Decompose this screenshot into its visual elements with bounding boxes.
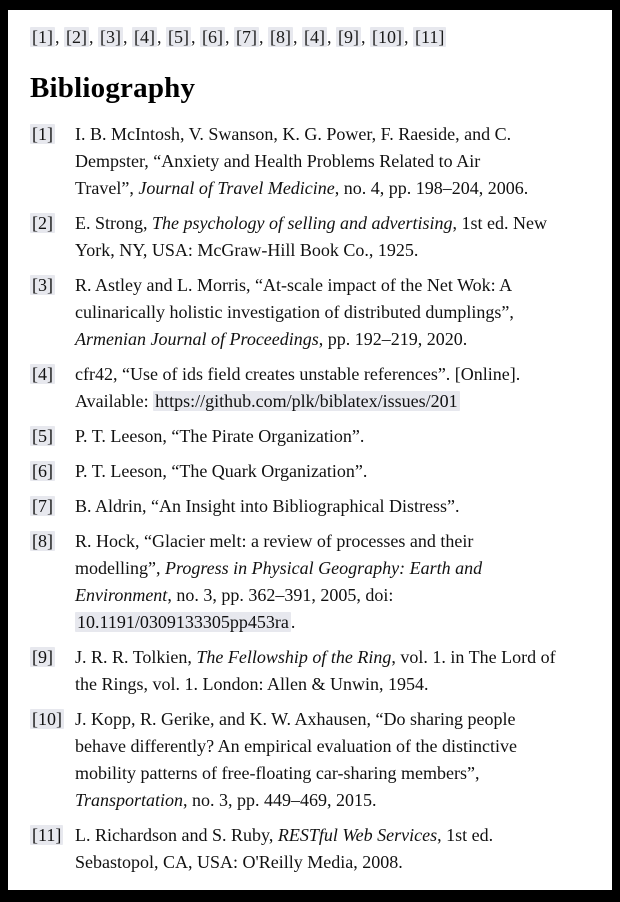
- entry-text: [75, 822, 590, 876]
- entry-label-link[interactable]: [9]: [32, 647, 53, 667]
- citation-link[interactable]: [8]: [270, 27, 291, 47]
- citation-link[interactable]: [1]: [32, 27, 53, 47]
- text-segment: , vol. 1. in The Lord of: [391, 647, 556, 667]
- text-segment: R. Astley and L. Morris, “At-scale impact of the Net Wok: A: [75, 275, 513, 295]
- bibliography-entry: [30, 644, 590, 698]
- text-segment: Travel”,: [75, 178, 139, 198]
- text-segment: B. Aldrin, “An Insight into Bibliographical Distress”.: [75, 496, 460, 516]
- text-segment: L. Richardson and S. Ruby,: [75, 825, 278, 845]
- entry-label-link[interactable]: [11]: [32, 825, 62, 845]
- entry-label: [30, 210, 75, 237]
- italic-title: Transportation: [75, 790, 184, 810]
- citation-row: [1] , [2] , [3] , [4] , [5] , [6] , [7] , [8] , [4] , [9] , [10] , [11]: [32, 27, 445, 47]
- entry-text-line: [75, 528, 590, 555]
- entry-label: [30, 644, 75, 671]
- entry-text-line: [75, 148, 590, 175]
- entry-text-line: [75, 609, 590, 636]
- entry-text-line: [75, 458, 590, 485]
- entry-label-link[interactable]: [6]: [32, 461, 53, 481]
- external-link[interactable]: https://github.com/plk/biblatex/issues/201: [155, 391, 458, 411]
- entry-label-link[interactable]: [10]: [32, 709, 62, 729]
- entry-text: [75, 528, 590, 636]
- entry-text-line: [75, 733, 590, 760]
- entry-text-line: [75, 388, 590, 415]
- text-segment: , pp. 192–219, 2020.: [318, 329, 468, 349]
- entry-text-line: [75, 121, 590, 148]
- text-segment: mobility patterns of free-floating car-sharing members”,: [75, 763, 480, 783]
- entry-text-line: [75, 175, 590, 202]
- entry-label-link[interactable]: [7]: [32, 496, 53, 516]
- text-segment: J. Kopp, R. Gerike, and K. W. Axhausen, “Do sharing people: [75, 709, 516, 729]
- entry-text-line: [75, 760, 590, 787]
- entry-text: [75, 210, 590, 264]
- italic-title: The Fellowship of the Ring: [196, 647, 392, 667]
- text-segment: J. R. R. Tolkien,: [75, 647, 197, 667]
- entry-label: [30, 458, 75, 485]
- entry-label: [30, 361, 75, 388]
- entry-text-line: [75, 210, 590, 237]
- bibliography-entry: [30, 272, 590, 353]
- entry-text: [75, 493, 590, 520]
- citation-link[interactable]: [6]: [202, 27, 223, 47]
- entry-text-line: [75, 361, 590, 388]
- bibliography-entry: [30, 458, 590, 485]
- citation-link[interactable]: [2]: [66, 27, 87, 47]
- text-segment: I. B. McIntosh, V. Swanson, K. G. Power, F. Raeside, and C.: [75, 124, 512, 144]
- entry-text-line: [75, 326, 590, 353]
- entry-label-link[interactable]: [3]: [32, 275, 53, 295]
- italic-title: Environment: [75, 585, 168, 605]
- bibliography-entry: [30, 361, 590, 415]
- italic-title: Journal of Travel Medicine: [138, 178, 335, 198]
- entry-text: [75, 121, 590, 202]
- entry-label: [30, 423, 75, 450]
- entry-text: [75, 644, 590, 698]
- entry-label: [30, 706, 75, 733]
- text-segment: , 1st ed.: [437, 825, 494, 845]
- bibliography-entry: [30, 423, 590, 450]
- entry-text-line: [75, 555, 590, 582]
- text-segment: Available:: [75, 391, 154, 411]
- entry-text-line: [75, 644, 590, 671]
- citation-link[interactable]: [3]: [100, 27, 121, 47]
- bibliography-entry: [30, 528, 590, 636]
- entry-text-line: [75, 493, 590, 520]
- citation-link[interactable]: [4]: [304, 27, 325, 47]
- text-segment: culinarically holistic investigation of distributed dumplings”,: [75, 302, 514, 322]
- entry-label: [30, 528, 75, 555]
- document-page: [8, 10, 612, 890]
- entry-label: [30, 493, 75, 520]
- bibliography-list: [30, 121, 590, 876]
- text-segment: .: [290, 612, 296, 632]
- entry-text: [75, 423, 590, 450]
- entry-text: [75, 706, 590, 814]
- text-segment: P. T. Leeson, “The Pirate Organization”.: [75, 426, 365, 446]
- text-segment: , 1st ed. New: [452, 213, 547, 233]
- entry-text-line: [75, 706, 590, 733]
- entry-label: [30, 121, 75, 148]
- entry-label: [30, 272, 75, 299]
- text-segment: York, NY, USA: McGraw-Hill Book Co., 1925.: [75, 240, 419, 260]
- citation-link[interactable]: [7]: [236, 27, 257, 47]
- entry-text-line: [75, 671, 590, 698]
- text-segment: Dempster, “Anxiety and Health Problems Related to Air: [75, 151, 481, 171]
- entry-text-line: [75, 822, 590, 849]
- bibliography-heading: Bibliography: [30, 72, 196, 104]
- external-link[interactable]: 10.1191/0309133305pp453ra: [77, 612, 289, 632]
- text-segment: the Rings, vol. 1. London: Allen & Unwin, 1954.: [75, 674, 429, 694]
- text-segment: cfr42, “Use of ids field creates unstable references”. [Online].: [75, 364, 521, 384]
- text-segment: P. T. Leeson, “The Quark Organization”.: [75, 461, 368, 481]
- italic-title: Progress in Physical Geography: Earth and: [164, 558, 483, 578]
- entry-text-line: [75, 272, 590, 299]
- citation-link[interactable]: [10]: [372, 27, 402, 47]
- text-segment: Sebastopol, CA, USA: O'Reilly Media, 2008.: [75, 852, 403, 872]
- text-segment: E. Strong,: [75, 213, 153, 233]
- entry-text-line: [75, 849, 590, 876]
- text-segment: modelling”,: [75, 558, 165, 578]
- entry-text-line: [75, 787, 590, 814]
- text-segment: R. Hock, “Glacier melt: a review of processes and their: [75, 531, 474, 551]
- entry-label: [30, 822, 75, 849]
- entry-text-line: [75, 423, 590, 450]
- entry-text: [75, 272, 590, 353]
- text-segment: behave differently? An empirical evaluation of the distinctive: [75, 736, 518, 756]
- entry-text-line: [75, 299, 590, 326]
- citation-link[interactable]: [4]: [134, 27, 155, 47]
- citation-link[interactable]: [11]: [415, 27, 445, 47]
- italic-title: The psychology of selling and advertising: [152, 213, 453, 233]
- entry-text: [75, 361, 590, 415]
- italic-title: RESTful Web Services: [277, 825, 438, 845]
- entry-label-link[interactable]: [5]: [32, 426, 53, 446]
- entry-text-line: [75, 237, 590, 264]
- entry-label-link[interactable]: [1]: [32, 124, 53, 144]
- text-segment: , no. 3, pp. 362–391, 2005, doi:: [167, 585, 394, 605]
- bibliography-entry: [30, 210, 590, 264]
- citation-link[interactable]: [5]: [168, 27, 189, 47]
- citation-link[interactable]: [9]: [338, 27, 359, 47]
- italic-title: Armenian Journal of Proceedings: [75, 329, 319, 349]
- bibliography-entry: [30, 493, 590, 520]
- entry-text-line: [75, 582, 590, 609]
- bibliography-entry: [30, 706, 590, 814]
- entry-label-link[interactable]: [2]: [32, 213, 53, 233]
- text-segment: , no. 3, pp. 449–469, 2015.: [183, 790, 377, 810]
- entry-label-link[interactable]: [4]: [32, 364, 53, 384]
- text-segment: , no. 4, pp. 198–204, 2006.: [334, 178, 529, 198]
- entry-label-link[interactable]: [8]: [32, 531, 53, 551]
- entry-text: [75, 458, 590, 485]
- bibliography-entry: [30, 121, 590, 202]
- bibliography-entry: [30, 822, 590, 876]
